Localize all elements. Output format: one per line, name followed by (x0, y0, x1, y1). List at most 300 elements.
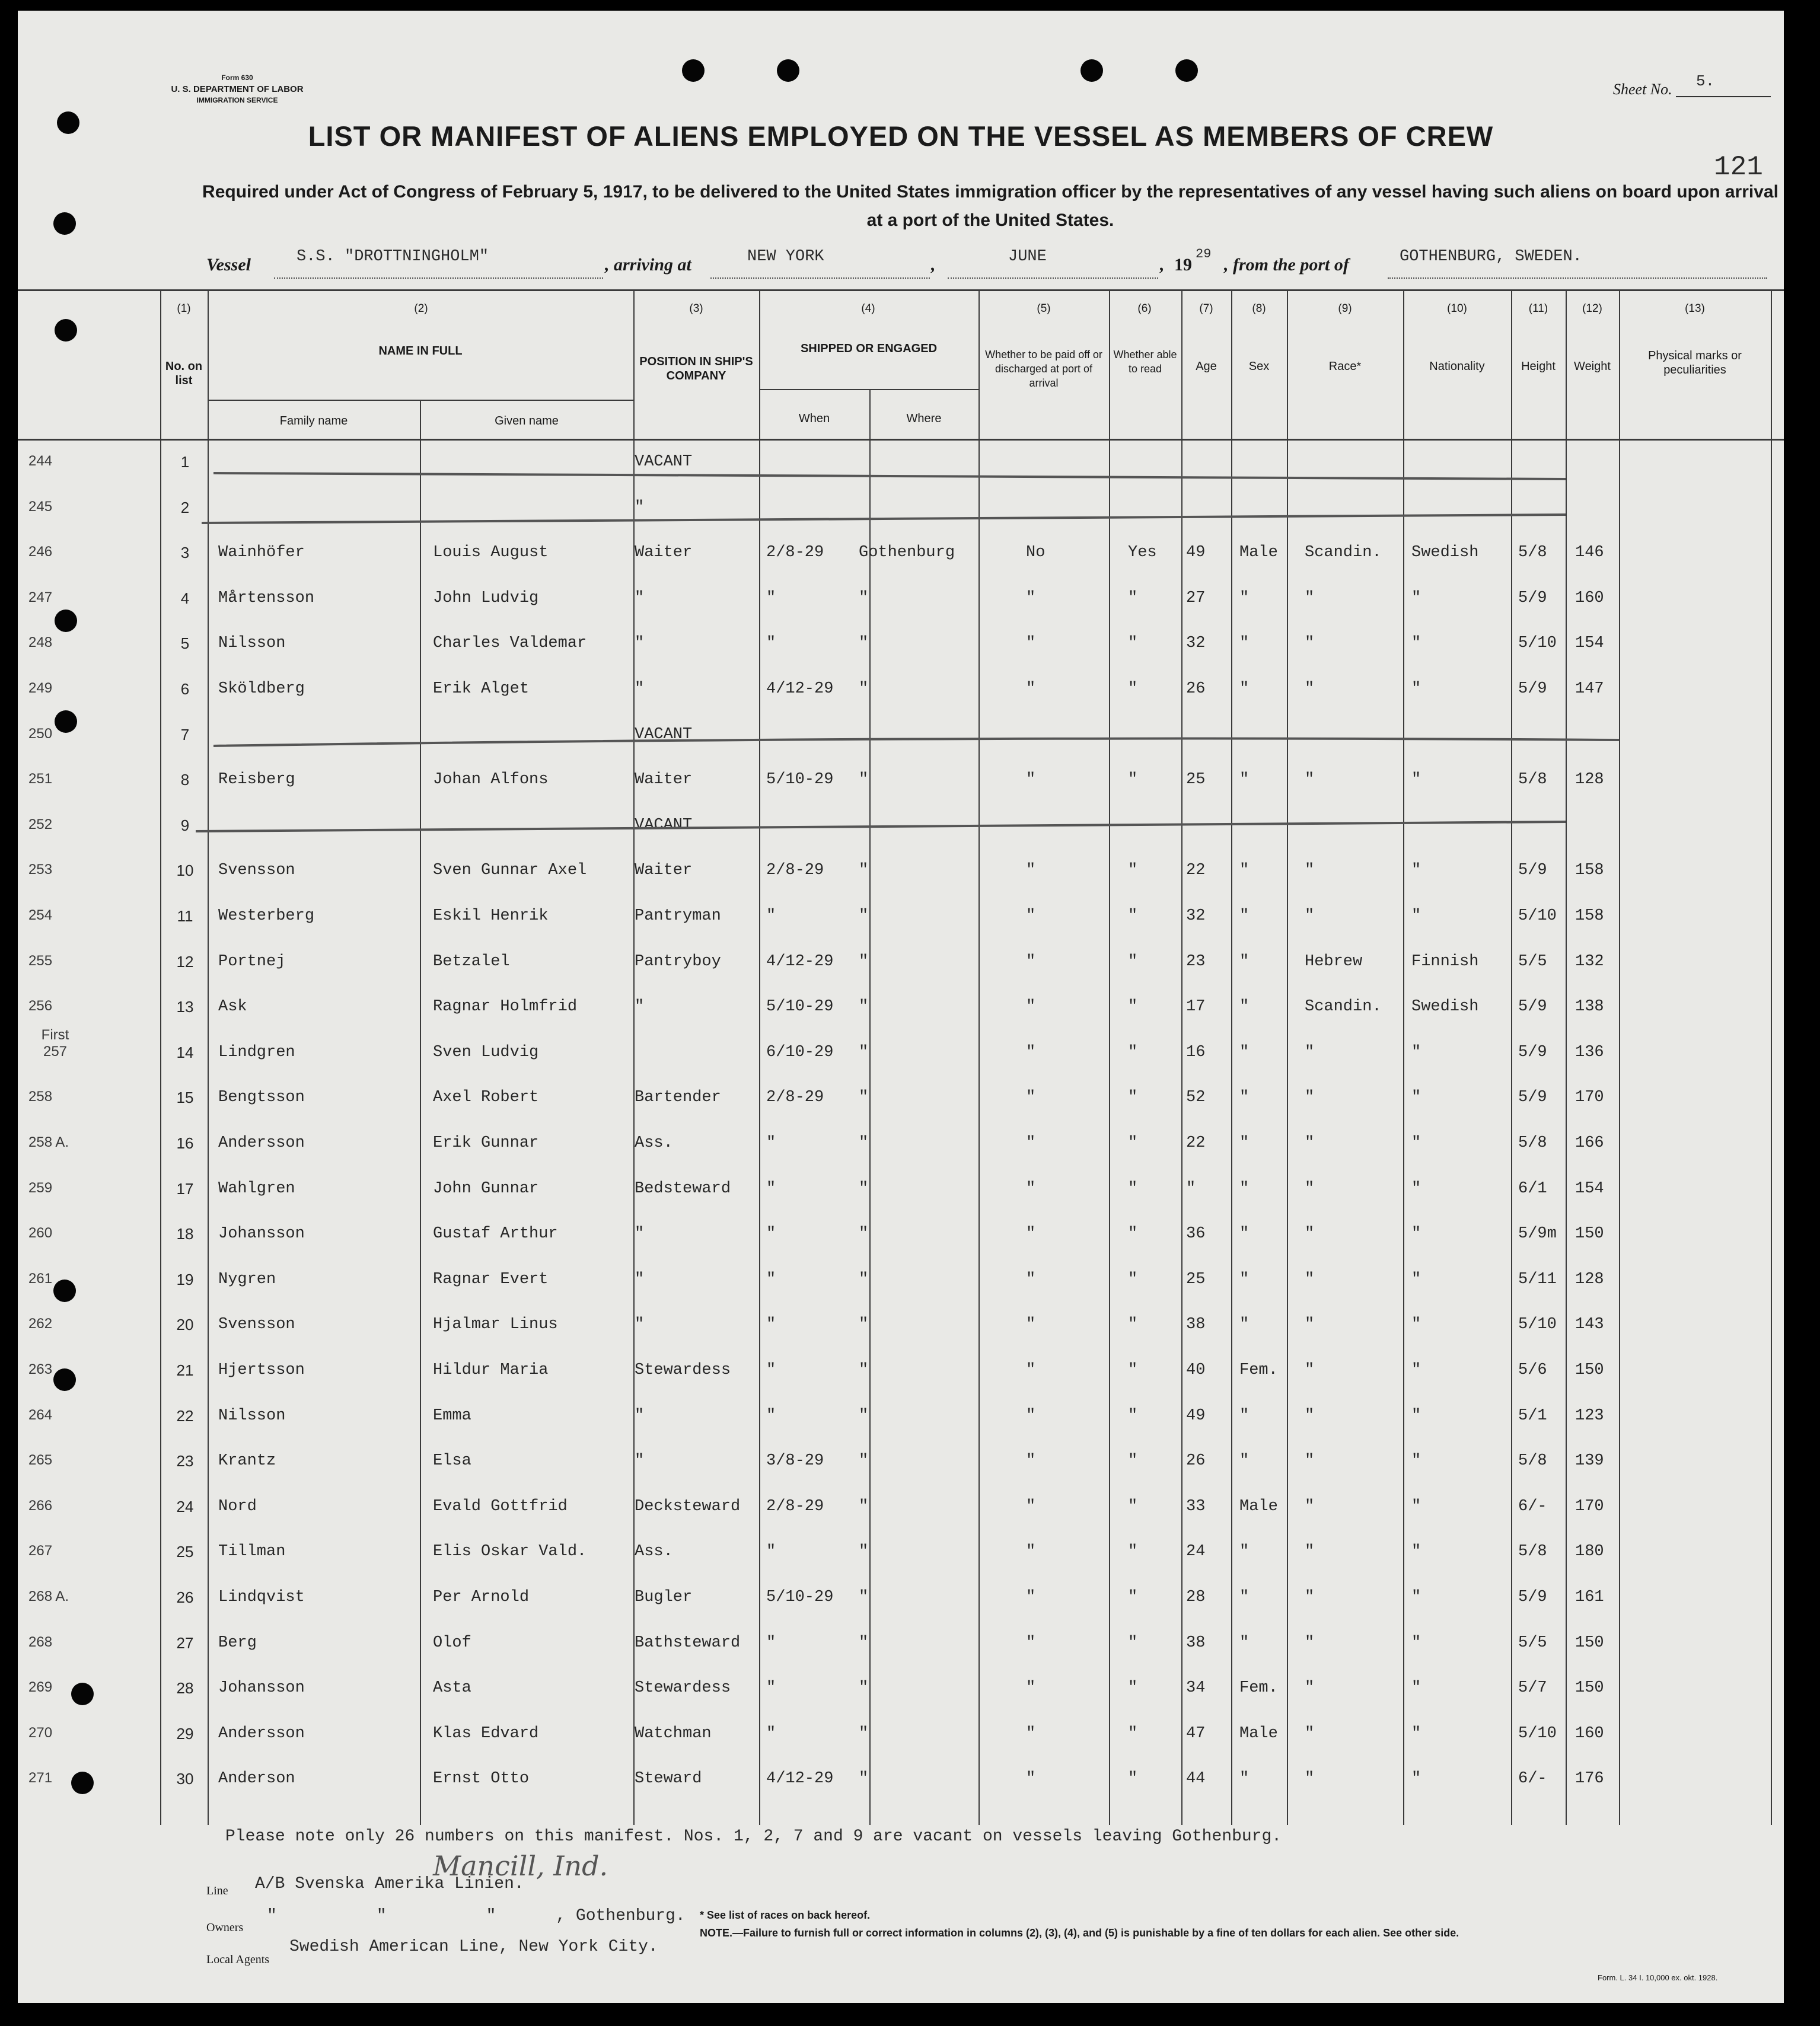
arriving-underline (710, 277, 930, 279)
paid-off-cell: " (1026, 862, 1036, 880)
punch-hole (53, 212, 76, 235)
position-cell: Steward (635, 1770, 702, 1788)
sex-cell: " (1239, 1633, 1250, 1652)
weight-cell: 160 (1575, 589, 1604, 607)
height-cell: 5/8 (1518, 1543, 1547, 1561)
margin-number-cell: 249 (28, 680, 53, 696)
sheet-underline (1676, 96, 1771, 97)
shipped-where-cell: " (859, 771, 869, 789)
strike-line-row-1 (213, 473, 1566, 479)
weight-cell: 170 (1575, 1089, 1604, 1107)
shipped-where-cell: " (859, 1452, 869, 1470)
height-cell: 6/1 (1518, 1179, 1547, 1198)
sex-cell: " (1239, 771, 1250, 789)
punch-hole (1080, 59, 1103, 82)
position-cell: Decksteward (635, 1497, 741, 1515)
row-number-cell: 29 (176, 1724, 194, 1743)
paid-off-cell: " (1026, 634, 1036, 653)
paid-off-cell: " (1026, 1588, 1036, 1606)
shipped-when-cell: 4/12-29 (766, 1770, 834, 1788)
row-number-cell: 30 (176, 1770, 194, 1788)
shipped-where-cell: " (859, 1406, 869, 1425)
shipped-where-cell: " (859, 1316, 869, 1334)
paid-off-cell: " (1026, 1270, 1036, 1288)
form-header (160, 72, 314, 106)
paid-off-cell: No (1026, 544, 1046, 562)
shipped-where-cell: " (859, 1679, 869, 1698)
sex-cell: " (1239, 952, 1250, 971)
shipped-when-cell: 6/10-29 (766, 1043, 834, 1061)
age-cell: 44 (1186, 1770, 1206, 1788)
given-name-cell: Erik Gunnar (433, 1134, 539, 1152)
family-name-cell: Bengtsson (218, 1089, 305, 1107)
race-cell: " (1305, 1179, 1315, 1198)
row-number-cell: 27 (176, 1633, 194, 1652)
family-name-cell: Wahlgren (218, 1179, 295, 1198)
given-name-cell: Elis Oskar Vald. (433, 1543, 587, 1561)
agents-value: Swedish American Line, New York City. (289, 1938, 658, 1956)
margin-number-cell: 258 A. (28, 1134, 69, 1150)
shipped-when-cell: " (766, 1633, 776, 1652)
family-name-cell: Krantz (218, 1452, 276, 1470)
col-when: When (798, 412, 830, 425)
sex-cell: " (1239, 1270, 1250, 1288)
sex-cell: Male (1239, 1497, 1278, 1515)
margin-number-cell: 244 (28, 453, 53, 469)
paid-off-cell: " (1026, 680, 1036, 698)
row-number-cell: 4 (180, 589, 190, 607)
col-age: Age (1196, 360, 1217, 373)
position-cell: Bedsteward (635, 1179, 731, 1198)
col-marks: Physical marks or peculiarities (1648, 349, 1742, 377)
shipped-where-cell: " (859, 1134, 869, 1152)
family-name-cell: Andersson (218, 1724, 305, 1743)
age-cell: 22 (1186, 862, 1206, 880)
manifest-note: Please note only 26 numbers on this manifest. Nos. 1, 2, 7 and 9 are vacant on vessels leaving Gothenburg. (225, 1827, 1282, 1846)
shipped-where-cell: " (859, 862, 869, 880)
given-name-cell: Eskil Henrik (433, 907, 549, 925)
able-to-read-cell: " (1128, 680, 1138, 698)
shipped-when-cell: " (766, 907, 776, 925)
family-name-cell: Portnej (218, 952, 286, 971)
penalty-text: —Failure to furnish full or correct information in columns (2), (3), (4), and (5) is punishable by a fine of ten dollars for each alien. See other side. (732, 1927, 1459, 1939)
height-cell: 5/9 (1518, 589, 1547, 607)
margin-number-cell: 255 (28, 952, 53, 969)
position-cell: " (635, 1406, 645, 1425)
age-cell: 22 (1186, 1134, 1206, 1152)
margin-number-cell: 270 (28, 1724, 53, 1741)
paid-off-cell: " (1026, 1497, 1036, 1515)
height-cell: 5/8 (1518, 544, 1547, 562)
race-cell: " (1305, 907, 1315, 925)
weight-cell: 128 (1575, 1270, 1604, 1288)
given-name-cell: Klas Edvard (433, 1724, 539, 1743)
position-cell: " (635, 1452, 645, 1470)
race-cell: " (1305, 771, 1315, 789)
race-cell: " (1305, 1679, 1315, 1698)
race-cell: " (1305, 862, 1315, 880)
family-name-cell: Svensson (218, 1316, 295, 1334)
paid-off-cell: " (1026, 1225, 1036, 1243)
age-cell: " (1186, 1179, 1196, 1198)
able-to-read-cell: " (1128, 1497, 1138, 1515)
row-number-cell: 23 (176, 1452, 194, 1470)
vessel-label: Vessel (206, 255, 251, 275)
position-cell: VACANT (635, 725, 693, 744)
height-cell: 5/9m (1518, 1225, 1557, 1243)
col-num-1: (1) (177, 302, 191, 315)
nationality-cell: " (1411, 1134, 1421, 1152)
col-num-2: (2) (414, 302, 428, 315)
sex-cell: " (1239, 1179, 1250, 1198)
age-cell: 24 (1186, 1543, 1206, 1561)
row-number-cell: 1 (180, 453, 190, 471)
nationality-cell: " (1411, 1588, 1421, 1606)
weight-cell: 154 (1575, 634, 1604, 653)
row-number-cell: 16 (176, 1134, 194, 1152)
able-to-read-cell: " (1128, 1543, 1138, 1561)
paid-off-cell: " (1026, 1043, 1036, 1061)
margin-number-cell: 264 (28, 1406, 53, 1423)
sex-cell: " (1239, 1225, 1250, 1243)
shipped-when-cell: " (766, 1543, 776, 1561)
weight-cell: 176 (1575, 1770, 1604, 1788)
shipped-when-cell: 5/10-29 (766, 998, 834, 1016)
age-cell: 26 (1186, 680, 1206, 698)
able-to-read-cell: " (1128, 1089, 1138, 1107)
sheet-number: 5. (1696, 72, 1715, 90)
given-name-cell: John Ludvig (433, 589, 539, 607)
given-name-cell: Ernst Otto (433, 1770, 530, 1788)
weight-cell: 150 (1575, 1225, 1604, 1243)
nationality-cell: " (1411, 1497, 1421, 1515)
age-cell: 52 (1186, 1089, 1206, 1107)
weight-cell: 147 (1575, 680, 1604, 698)
row-number-cell: 8 (180, 771, 190, 789)
able-to-read-cell: " (1128, 1770, 1138, 1788)
position-cell: Waiter (635, 544, 693, 562)
arriving-comma: , (931, 255, 936, 275)
position-cell: " (635, 498, 645, 516)
nationality-cell: " (1411, 1452, 1421, 1470)
given-name-cell: Sven Gunnar Axel (433, 862, 587, 880)
height-cell: 5/10 (1518, 907, 1557, 925)
agents-label: Local Agents (206, 1953, 270, 1966)
shipped-where-cell: " (859, 1270, 869, 1288)
age-cell: 38 (1186, 1316, 1206, 1334)
shipped-where-cell: " (859, 952, 869, 971)
row-number-cell: 9 (180, 816, 190, 834)
race-cell: " (1305, 1633, 1315, 1652)
col-nationality: Nationality (1429, 360, 1485, 373)
age-cell: 16 (1186, 1043, 1206, 1061)
family-name-cell: Hjertsson (218, 1361, 305, 1379)
shipped-when-cell: " (766, 1724, 776, 1743)
form-code: Form. L. 34 I. 10,000 ex. okt. 1928. (1598, 1973, 1718, 1982)
height-cell: 5/9 (1518, 1588, 1547, 1606)
age-cell: 32 (1186, 907, 1206, 925)
margin-number-cell: 248 (28, 634, 53, 651)
paid-off-cell: " (1026, 1089, 1036, 1107)
sex-cell: Fem. (1239, 1679, 1278, 1698)
able-to-read-cell: " (1128, 1724, 1138, 1743)
family-name-cell: Svensson (218, 862, 295, 880)
family-name-cell: Berg (218, 1633, 257, 1652)
given-name-cell: Charles Valdemar (433, 634, 587, 653)
margin-number-cell: 268 A. (28, 1588, 69, 1604)
col-num-12: (12) (1582, 302, 1602, 315)
able-to-read-cell: " (1128, 1316, 1138, 1334)
sex-cell: " (1239, 1543, 1250, 1561)
race-cell: " (1305, 1316, 1315, 1334)
punch-hole (777, 59, 799, 82)
weight-cell: 123 (1575, 1406, 1604, 1425)
weight-cell: 128 (1575, 771, 1604, 789)
col-num-5: (5) (1037, 302, 1051, 315)
nationality-cell: " (1411, 1089, 1421, 1107)
col-paid-off: Whether to be paid off or discharged at port of arrival (985, 349, 1102, 389)
row-number-cell: 21 (176, 1361, 194, 1379)
height-cell: 5/7 (1518, 1679, 1547, 1698)
age-cell: 49 (1186, 1406, 1206, 1425)
paid-off-cell: " (1026, 1179, 1036, 1198)
given-name-cell: Louis August (433, 544, 549, 562)
nationality-cell: " (1411, 1179, 1421, 1198)
age-cell: 27 (1186, 589, 1206, 607)
shipped-where-cell: " (859, 907, 869, 925)
paid-off-cell: " (1026, 952, 1036, 971)
paid-off-cell: " (1026, 1679, 1036, 1698)
owners-label: Owners (206, 1921, 244, 1934)
family-name-cell: Wainhöfer (218, 544, 305, 562)
row-number-cell: 18 (176, 1225, 194, 1243)
vessel-underline (274, 277, 603, 279)
row-number-cell: 20 (176, 1316, 194, 1334)
paid-off-cell: " (1026, 1406, 1036, 1425)
given-name-cell: Olof (433, 1633, 471, 1652)
weight-cell: 138 (1575, 998, 1604, 1016)
height-cell: 6/- (1518, 1497, 1547, 1515)
given-name-cell: Sven Ludvig (433, 1043, 539, 1061)
margin-number-cell: 245 (28, 498, 53, 515)
col-sex: Sex (1248, 360, 1270, 373)
family-name-cell: Mårtensson (218, 589, 315, 607)
shipped-where-cell: " (859, 1543, 869, 1561)
able-to-read-cell: Yes (1128, 544, 1157, 562)
shipped-where-cell: " (859, 1724, 869, 1743)
given-name-cell: Johan Alfons (433, 771, 549, 789)
page-subtitle: Required under Act of Congress of February 5, 1917, to be delivered to the United States immigration officer by the representatives of any vessel having such aliens on board upon arrival at a port of the United States. (202, 182, 1778, 230)
sex-cell: " (1239, 998, 1250, 1016)
row-number-cell: 15 (176, 1089, 194, 1107)
race-cell: Hebrew (1305, 952, 1363, 971)
position-cell: Stewardess (635, 1679, 731, 1698)
shipped-when-cell: " (766, 1225, 776, 1243)
paid-off-cell: " (1026, 589, 1036, 607)
form-number: Form 630 (221, 74, 253, 82)
col-name-in-full: NAME IN FULL (378, 344, 463, 358)
shipped-where-cell: " (859, 1633, 869, 1652)
height-cell: 5/8 (1518, 771, 1547, 789)
sex-cell: " (1239, 1043, 1250, 1061)
family-name-cell: Johansson (218, 1225, 305, 1243)
margin-number-cell: 261 (28, 1270, 53, 1287)
row-number-cell: 6 (180, 680, 190, 698)
position-cell: " (635, 1270, 645, 1288)
given-name-cell: Gustaf Arthur (433, 1225, 558, 1243)
given-name-cell: Ragnar Evert (433, 1270, 549, 1288)
race-cell: " (1305, 634, 1315, 653)
shipped-when-cell: 2/8-29 (766, 544, 824, 562)
age-cell: 28 (1186, 1588, 1206, 1606)
arrival-month: JUNE (1008, 248, 1047, 266)
arriving-label: , arriving at (605, 255, 691, 275)
crew-table (18, 289, 1784, 1825)
col-num-11: (11) (1528, 302, 1548, 315)
shipped-when-cell: " (766, 1134, 776, 1152)
sex-cell: Male (1239, 1724, 1278, 1743)
shipped-where-cell: Gothenburg (859, 544, 955, 562)
col-no-on-list: No. on list (165, 360, 203, 387)
race-cell: " (1305, 1770, 1315, 1788)
margin-number-cell: 254 (28, 907, 53, 923)
age-cell: 32 (1186, 634, 1206, 653)
sex-cell: " (1239, 1406, 1250, 1425)
height-cell: 5/9 (1518, 1043, 1547, 1061)
shipped-when-cell: 4/12-29 (766, 680, 834, 698)
family-name-cell: Anderson (218, 1770, 295, 1788)
height-cell: 5/1 (1518, 1406, 1547, 1425)
weight-cell: 166 (1575, 1134, 1604, 1152)
age-cell: 40 (1186, 1361, 1206, 1379)
shipped-when-cell: " (766, 589, 776, 607)
position-cell: Bathsteward (635, 1633, 741, 1652)
shipped-when-cell: " (766, 1361, 776, 1379)
family-name-cell: Lindqvist (218, 1588, 305, 1606)
able-to-read-cell: " (1128, 1679, 1138, 1698)
paid-off-cell: " (1026, 907, 1036, 925)
paid-off-cell: " (1026, 1452, 1036, 1470)
shipped-where-cell: " (859, 634, 869, 653)
height-cell: 5/8 (1518, 1134, 1547, 1152)
nationality-cell: " (1411, 1270, 1421, 1288)
weight-cell: 154 (1575, 1179, 1604, 1198)
height-cell: 5/9 (1518, 862, 1547, 880)
year-prefix: 19 (1174, 255, 1192, 275)
shipped-where-cell: " (859, 1770, 869, 1788)
margin-number-cell: 267 (28, 1543, 53, 1559)
row-number-cell: 13 (176, 998, 194, 1016)
race-cell: " (1305, 680, 1315, 698)
nationality-cell: " (1411, 680, 1421, 698)
given-name-cell: Elsa (433, 1452, 471, 1470)
punch-hole (682, 59, 705, 82)
family-name-cell: Ask (218, 998, 247, 1016)
height-cell: 5/9 (1518, 680, 1547, 698)
nationality-cell: " (1411, 1679, 1421, 1698)
margin-number-cell: 259 (28, 1179, 53, 1196)
col-weight: Weight (1574, 360, 1611, 373)
age-cell: 34 (1186, 1679, 1206, 1698)
sheet-label: Sheet No. (1613, 81, 1672, 98)
age-cell: 36 (1186, 1225, 1206, 1243)
position-cell: " (635, 589, 645, 607)
margin-number-cell: 246 (28, 544, 53, 560)
family-name-cell: Nygren (218, 1270, 276, 1288)
weight-cell: 161 (1575, 1588, 1604, 1606)
sex-cell: " (1239, 907, 1250, 925)
nationality-cell: " (1411, 589, 1421, 607)
paid-off-cell: " (1026, 1361, 1036, 1379)
col-family-name: Family name (279, 414, 348, 427)
position-cell: Pantryboy (635, 952, 721, 971)
able-to-read-cell: " (1128, 998, 1138, 1016)
margin-number-cell: 252 (28, 816, 53, 832)
vessel-name: S.S. "DROTTNINGHOLM" (297, 248, 489, 266)
page-title: LIST OR MANIFEST OF ALIENS EMPLOYED ON THE VESSEL AS MEMBERS OF CREW (308, 120, 1494, 152)
departure-port: GOTHENBURG, SWEDEN. (1400, 248, 1582, 266)
margin-number-cell: 265 (28, 1452, 53, 1469)
able-to-read-cell: " (1128, 1633, 1138, 1652)
race-cell: " (1305, 1543, 1315, 1561)
family-name-cell: Nilsson (218, 1406, 286, 1425)
shipped-where-cell: " (859, 1043, 869, 1061)
col-num-13: (13) (1685, 302, 1705, 315)
strike-line-row-9 (196, 822, 1566, 831)
position-cell: " (635, 634, 645, 653)
shipped-when-cell: " (766, 1316, 776, 1334)
able-to-read-cell: " (1128, 952, 1138, 971)
age-cell: 47 (1186, 1724, 1206, 1743)
height-cell: 5/10 (1518, 1316, 1557, 1334)
margin-number-cell: 262 (28, 1316, 53, 1332)
able-to-read-cell: " (1128, 1134, 1138, 1152)
paid-off-cell: " (1026, 1633, 1036, 1652)
position-cell: Pantryman (635, 907, 721, 925)
margin-number-cell: 247 (28, 589, 53, 605)
weight-cell: 158 (1575, 907, 1604, 925)
paid-off-cell: " (1026, 1724, 1036, 1743)
margin-number-cell: 258 (28, 1089, 53, 1105)
race-cell: " (1305, 1588, 1315, 1606)
row-number-cell: 19 (176, 1270, 194, 1288)
race-footnote: * See list of races on back hereof. (700, 1909, 871, 1921)
col-num-3: (3) (689, 302, 703, 315)
row-number-cell: 2 (180, 498, 190, 516)
nationality-cell: Swedish (1411, 998, 1479, 1016)
age-cell: 17 (1186, 998, 1206, 1016)
paid-off-cell: " (1026, 1316, 1036, 1334)
able-to-read-cell: " (1128, 1270, 1138, 1288)
line-value: A/B Svenska Amerika Linien. (255, 1875, 524, 1893)
shipped-when-cell: 2/8-29 (766, 862, 824, 880)
able-to-read-cell: " (1128, 1588, 1138, 1606)
able-to-read-cell: " (1128, 1406, 1138, 1425)
col-num-4: (4) (861, 302, 875, 315)
shipped-where-cell: " (859, 1497, 869, 1515)
from-label: , from the port of (1224, 255, 1349, 275)
strike-line-row-2 (202, 515, 1566, 523)
able-to-read-cell: " (1128, 1043, 1138, 1061)
nationality-cell: Finnish (1411, 952, 1479, 971)
arrival-year: 29 (1196, 247, 1212, 261)
shipped-where-cell: " (859, 1089, 869, 1107)
col-race: Race* (1328, 360, 1362, 373)
shipped-where-cell: " (859, 680, 869, 698)
handwritten-annotation: Mancill, Ind. (433, 1850, 608, 1882)
able-to-read-cell: " (1128, 1452, 1138, 1470)
row-number-cell: 5 (180, 634, 190, 653)
